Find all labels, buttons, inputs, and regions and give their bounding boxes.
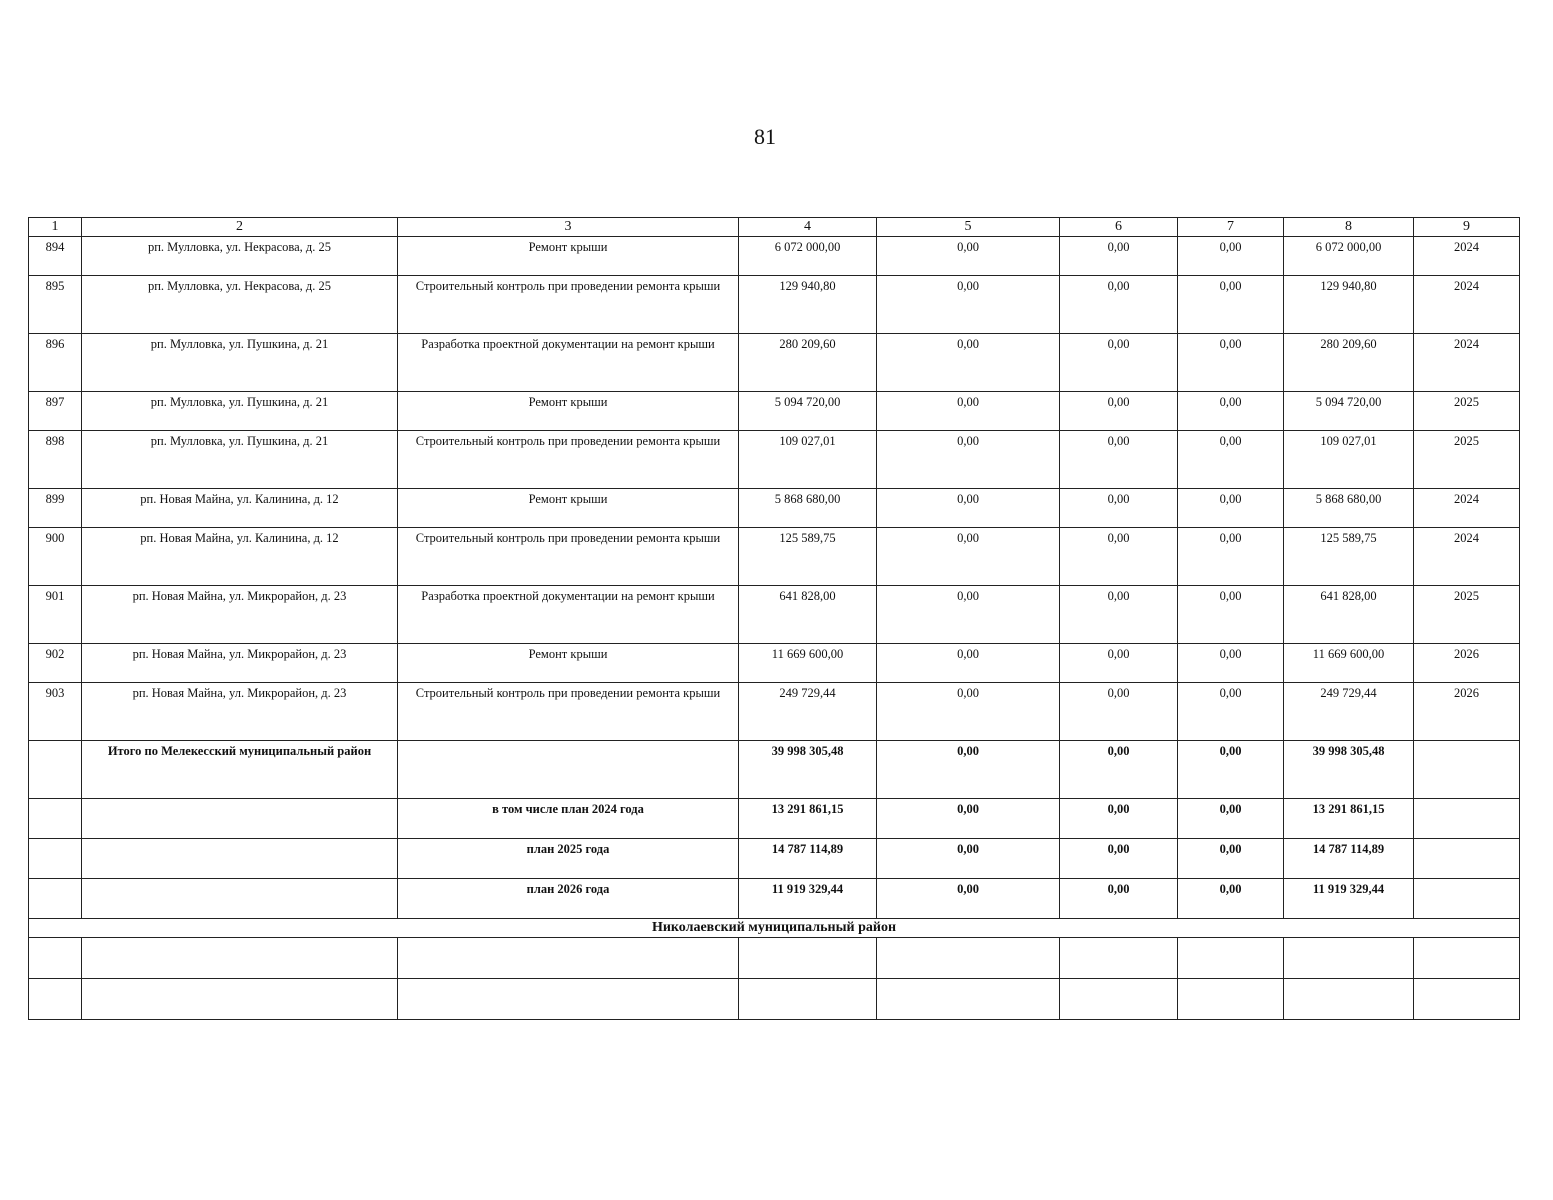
amount-col8: 129 940,80: [1284, 276, 1414, 334]
year-cell: 2024: [1414, 276, 1520, 334]
amount-col5: 0,00: [877, 276, 1060, 334]
year-cell: 2024: [1414, 489, 1520, 528]
amount-col5: 0,00: [877, 392, 1060, 431]
table-row: [29, 489, 1520, 528]
table-row: [29, 586, 1520, 644]
amount-col4: 125 589,75: [739, 528, 877, 586]
amount-col4: 280 209,60: [739, 334, 877, 392]
amount-col8: 280 209,60: [1284, 334, 1414, 392]
row-number: 897: [29, 392, 82, 431]
amount-col6: 0,00: [1060, 528, 1178, 586]
amount-col4: 11 669 600,00: [739, 644, 877, 683]
empty-cell: [398, 741, 739, 799]
total-amount: 0,00: [1178, 741, 1284, 799]
year-cell: 2024: [1414, 334, 1520, 392]
table-row: [29, 528, 1520, 586]
table-row: [29, 392, 1520, 431]
row-number: 903: [29, 683, 82, 741]
column-number: 2: [82, 218, 398, 237]
table-row: [29, 644, 1520, 683]
plan-row: [29, 839, 1520, 879]
empty-cell: [29, 741, 82, 799]
empty-cell: [82, 839, 398, 879]
column-number: 4: [739, 218, 877, 237]
plan-amount: 0,00: [1178, 879, 1284, 919]
amount-col4: 129 940,80: [739, 276, 877, 334]
amount-col6: 0,00: [1060, 644, 1178, 683]
address-cell: рп. Новая Майна, ул. Микрорайон, д. 23: [82, 644, 398, 683]
amount-col6: 0,00: [1060, 334, 1178, 392]
plan-amount: 14 787 114,89: [1284, 839, 1414, 879]
table-row: [29, 237, 1520, 276]
amount-col6: 0,00: [1060, 489, 1178, 528]
amount-col7: 0,00: [1178, 237, 1284, 276]
plan-label: план 2025 года: [398, 839, 739, 879]
address-cell: рп. Мулловка, ул. Некрасова, д. 25: [82, 237, 398, 276]
amount-col8: 641 828,00: [1284, 586, 1414, 644]
plan-amount: 0,00: [1060, 839, 1178, 879]
plan-amount: 0,00: [1178, 799, 1284, 839]
column-number-row: [29, 218, 1520, 237]
year-cell: 2024: [1414, 528, 1520, 586]
empty-cell: [1414, 938, 1520, 979]
address-cell: рп. Мулловка, ул. Пушкина, д. 21: [82, 334, 398, 392]
empty-cell: [82, 979, 398, 1020]
table-row: [29, 431, 1520, 489]
empty-cell: [29, 839, 82, 879]
row-number: 899: [29, 489, 82, 528]
plan-amount: 0,00: [1178, 839, 1284, 879]
work-type-cell: Строительный контроль при проведении ремонта крыши: [398, 528, 739, 586]
empty-cell: [1178, 938, 1284, 979]
plan-amount: 0,00: [1060, 799, 1178, 839]
amount-col6: 0,00: [1060, 683, 1178, 741]
empty-cell: [1414, 979, 1520, 1020]
address-cell: рп. Новая Майна, ул. Микрорайон, д. 23: [82, 683, 398, 741]
amount-col7: 0,00: [1178, 644, 1284, 683]
address-cell: рп. Мулловка, ул. Пушкина, д. 21: [82, 392, 398, 431]
plan-amount: 14 787 114,89: [739, 839, 877, 879]
amount-col7: 0,00: [1178, 683, 1284, 741]
amount-col4: 109 027,01: [739, 431, 877, 489]
work-type-cell: Строительный контроль при проведении ремонта крыши: [398, 276, 739, 334]
plan-row: [29, 799, 1520, 839]
column-number: 8: [1284, 218, 1414, 237]
amount-col5: 0,00: [877, 237, 1060, 276]
column-number: 5: [877, 218, 1060, 237]
section-title: Николаевский муниципальный район: [29, 919, 1520, 938]
blank-row: [29, 938, 1520, 979]
year-cell: 2026: [1414, 683, 1520, 741]
amount-col8: 6 072 000,00: [1284, 237, 1414, 276]
column-number: 3: [398, 218, 739, 237]
empty-cell: [398, 979, 739, 1020]
page-number: 81: [754, 124, 776, 149]
amount-col7: 0,00: [1178, 276, 1284, 334]
total-amount: 0,00: [1060, 741, 1178, 799]
empty-cell: [29, 879, 82, 919]
empty-cell: [1060, 938, 1178, 979]
amount-col7: 0,00: [1178, 392, 1284, 431]
total-amount: 0,00: [877, 741, 1060, 799]
plan-label: план 2026 года: [398, 879, 739, 919]
year-cell: 2024: [1414, 237, 1520, 276]
amount-col7: 0,00: [1178, 334, 1284, 392]
work-type-cell: Разработка проектной документации на ремонт крыши: [398, 334, 739, 392]
work-type-cell: Разработка проектной документации на ремонт крыши: [398, 586, 739, 644]
empty-cell: [29, 979, 82, 1020]
amount-col8: 109 027,01: [1284, 431, 1414, 489]
total-label: Итого по Мелекесский муниципальный район: [82, 741, 398, 799]
row-number: 898: [29, 431, 82, 489]
total-amount: 39 998 305,48: [739, 741, 877, 799]
empty-cell: [82, 799, 398, 839]
empty-cell: [82, 938, 398, 979]
amount-col6: 0,00: [1060, 586, 1178, 644]
work-type-cell: Строительный контроль при проведении ремонта крыши: [398, 431, 739, 489]
total-row: [29, 741, 1520, 799]
plan-label: в том числе план 2024 года: [398, 799, 739, 839]
amount-col8: 11 669 600,00: [1284, 644, 1414, 683]
amount-col5: 0,00: [877, 528, 1060, 586]
plan-amount: 0,00: [877, 799, 1060, 839]
row-number: 902: [29, 644, 82, 683]
amount-col5: 0,00: [877, 489, 1060, 528]
empty-cell: [398, 938, 739, 979]
work-type-cell: Ремонт крыши: [398, 489, 739, 528]
amount-col6: 0,00: [1060, 276, 1178, 334]
amount-col5: 0,00: [877, 586, 1060, 644]
empty-cell: [82, 879, 398, 919]
address-cell: рп. Новая Майна, ул. Калинина, д. 12: [82, 489, 398, 528]
amount-col4: 249 729,44: [739, 683, 877, 741]
amount-col4: 641 828,00: [739, 586, 877, 644]
work-type-cell: Строительный контроль при проведении ремонта крыши: [398, 683, 739, 741]
column-number: 1: [29, 218, 82, 237]
table-row: [29, 683, 1520, 741]
amount-col4: 6 072 000,00: [739, 237, 877, 276]
blank-row: [29, 979, 1520, 1020]
column-number: 9: [1414, 218, 1520, 237]
plan-amount: 13 291 861,15: [739, 799, 877, 839]
empty-cell: [1284, 938, 1414, 979]
amount-col8: 5 094 720,00: [1284, 392, 1414, 431]
amount-col5: 0,00: [877, 431, 1060, 489]
section-row: [29, 919, 1520, 938]
year-cell: 2025: [1414, 392, 1520, 431]
table-row: [29, 276, 1520, 334]
empty-cell: [877, 938, 1060, 979]
empty-cell: [29, 799, 82, 839]
work-type-cell: Ремонт крыши: [398, 644, 739, 683]
empty-cell: [877, 979, 1060, 1020]
amount-col6: 0,00: [1060, 237, 1178, 276]
address-cell: рп. Мулловка, ул. Пушкина, д. 21: [82, 431, 398, 489]
row-number: 901: [29, 586, 82, 644]
empty-cell: [1414, 839, 1520, 879]
plan-amount: 0,00: [877, 879, 1060, 919]
total-amount: 39 998 305,48: [1284, 741, 1414, 799]
row-number: 894: [29, 237, 82, 276]
work-type-cell: Ремонт крыши: [398, 237, 739, 276]
amount-col8: 5 868 680,00: [1284, 489, 1414, 528]
address-cell: рп. Мулловка, ул. Некрасова, д. 25: [82, 276, 398, 334]
amount-col7: 0,00: [1178, 586, 1284, 644]
amount-col7: 0,00: [1178, 489, 1284, 528]
empty-cell: [1284, 979, 1414, 1020]
works-table: [28, 217, 1520, 1020]
empty-cell: [739, 979, 877, 1020]
amount-col7: 0,00: [1178, 431, 1284, 489]
empty-cell: [1060, 979, 1178, 1020]
row-number: 896: [29, 334, 82, 392]
empty-cell: [1414, 799, 1520, 839]
plan-amount: 11 919 329,44: [1284, 879, 1414, 919]
amount-col8: 125 589,75: [1284, 528, 1414, 586]
column-number: 6: [1060, 218, 1178, 237]
empty-cell: [1414, 741, 1520, 799]
plan-amount: 0,00: [1060, 879, 1178, 919]
empty-cell: [739, 938, 877, 979]
plan-amount: 11 919 329,44: [739, 879, 877, 919]
amount-col4: 5 094 720,00: [739, 392, 877, 431]
empty-cell: [1414, 879, 1520, 919]
year-cell: 2025: [1414, 431, 1520, 489]
amount-col6: 0,00: [1060, 431, 1178, 489]
column-number: 7: [1178, 218, 1284, 237]
row-number: 895: [29, 276, 82, 334]
empty-cell: [1178, 979, 1284, 1020]
plan-row: [29, 879, 1520, 919]
year-cell: 2025: [1414, 586, 1520, 644]
address-cell: рп. Новая Майна, ул. Калинина, д. 12: [82, 528, 398, 586]
empty-cell: [29, 938, 82, 979]
address-cell: рп. Новая Майна, ул. Микрорайон, д. 23: [82, 586, 398, 644]
amount-col4: 5 868 680,00: [739, 489, 877, 528]
work-type-cell: Ремонт крыши: [398, 392, 739, 431]
amount-col5: 0,00: [877, 334, 1060, 392]
amount-col6: 0,00: [1060, 392, 1178, 431]
plan-amount: 0,00: [877, 839, 1060, 879]
amount-col5: 0,00: [877, 683, 1060, 741]
amount-col7: 0,00: [1178, 528, 1284, 586]
table-row: [29, 334, 1520, 392]
row-number: 900: [29, 528, 82, 586]
year-cell: 2026: [1414, 644, 1520, 683]
amount-col8: 249 729,44: [1284, 683, 1414, 741]
plan-amount: 13 291 861,15: [1284, 799, 1414, 839]
amount-col5: 0,00: [877, 644, 1060, 683]
